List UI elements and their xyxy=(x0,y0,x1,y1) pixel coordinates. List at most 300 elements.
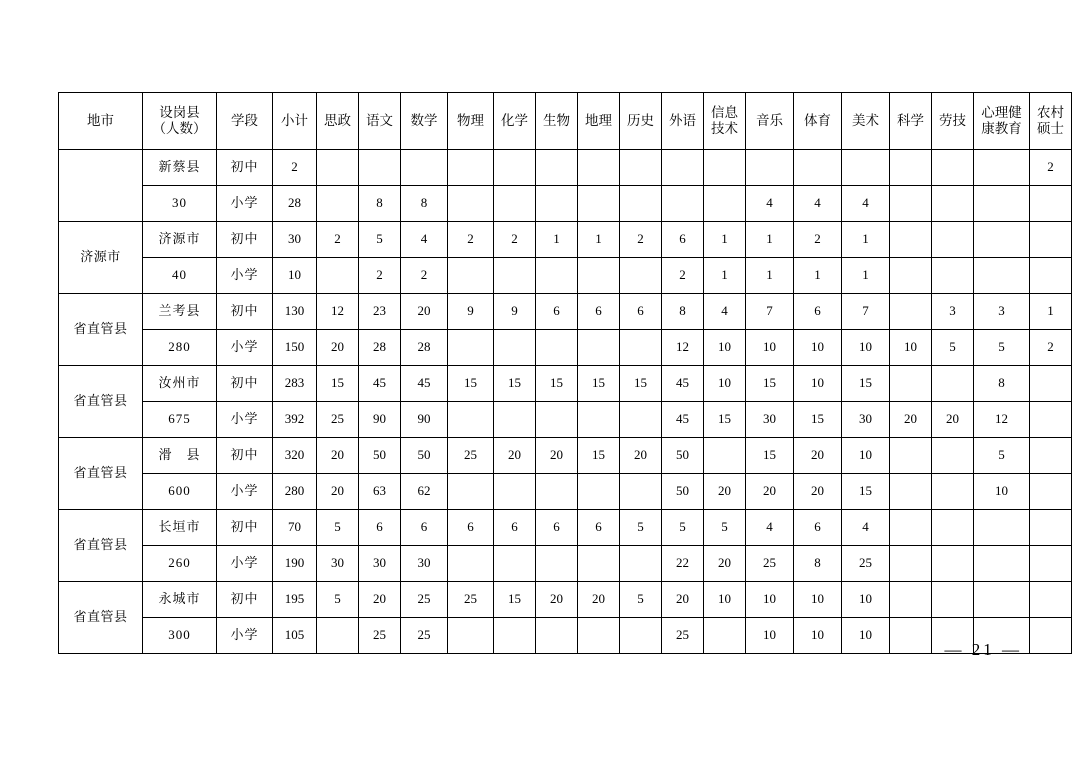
column-header-physical-education: 体育 xyxy=(794,93,842,150)
cell-value xyxy=(974,582,1030,618)
cell-value xyxy=(890,582,932,618)
cell-value: 12 xyxy=(662,330,704,366)
cell-value: 20 xyxy=(704,474,746,510)
cell-county-name: 新蔡县 xyxy=(143,150,217,186)
cell-value: 20 xyxy=(932,402,974,438)
cell-value xyxy=(932,510,974,546)
cell-value: 4 xyxy=(794,186,842,222)
cell-value xyxy=(932,366,974,402)
cell-value: 10 xyxy=(794,618,842,654)
cell-value: 5 xyxy=(974,330,1030,366)
cell-value xyxy=(536,186,578,222)
cell-value: 28 xyxy=(273,186,317,222)
cell-value: 20 xyxy=(794,438,842,474)
cell-value: 9 xyxy=(448,294,494,330)
cell-county-count: 600 xyxy=(143,474,217,510)
cell-value: 2 xyxy=(359,258,401,294)
staffing-table-container xyxy=(58,92,1064,654)
page-footer xyxy=(0,640,1022,660)
cell-value xyxy=(536,150,578,186)
cell-value xyxy=(974,186,1030,222)
cell-value xyxy=(1030,546,1072,582)
cell-value: 15 xyxy=(704,402,746,438)
cell-county-count: 30 xyxy=(143,186,217,222)
cell-value xyxy=(932,582,974,618)
cell-value: 50 xyxy=(359,438,401,474)
cell-stage: 小学 xyxy=(217,402,273,438)
cell-value: 25 xyxy=(317,402,359,438)
cell-value: 4 xyxy=(401,222,448,258)
cell-value: 4 xyxy=(746,186,794,222)
cell-value: 195 xyxy=(273,582,317,618)
cell-stage: 小学 xyxy=(217,258,273,294)
cell-value: 20 xyxy=(662,582,704,618)
cell-value: 20 xyxy=(317,474,359,510)
cell-value xyxy=(1030,258,1072,294)
cell-value xyxy=(494,330,536,366)
cell-value xyxy=(494,150,536,186)
cell-stage: 小学 xyxy=(217,546,273,582)
cell-value: 2 xyxy=(494,222,536,258)
cell-value: 25 xyxy=(401,582,448,618)
cell-value: 10 xyxy=(746,618,794,654)
cell-value xyxy=(890,186,932,222)
cell-value: 2 xyxy=(662,258,704,294)
column-header-rural-master: 农村 硕士 xyxy=(1030,93,1072,150)
cell-value xyxy=(890,438,932,474)
cell-value xyxy=(448,150,494,186)
cell-stage: 小学 xyxy=(217,618,273,654)
cell-county-count: 260 xyxy=(143,546,217,582)
cell-value: 20 xyxy=(536,438,578,474)
cell-value xyxy=(890,546,932,582)
cell-county-name: 兰考县 xyxy=(143,294,217,330)
cell-value: 1 xyxy=(746,222,794,258)
cell-value: 1 xyxy=(746,258,794,294)
cell-value: 30 xyxy=(317,546,359,582)
cell-county-name: 长垣市 xyxy=(143,510,217,546)
cell-value: 28 xyxy=(401,330,448,366)
cell-value xyxy=(317,258,359,294)
cell-value xyxy=(317,150,359,186)
cell-value xyxy=(536,546,578,582)
cell-value: 45 xyxy=(662,402,704,438)
cell-value: 10 xyxy=(974,474,1030,510)
cell-value: 15 xyxy=(536,366,578,402)
cell-value xyxy=(578,402,620,438)
cell-value: 8 xyxy=(359,186,401,222)
cell-value xyxy=(620,330,662,366)
cell-value: 4 xyxy=(704,294,746,330)
cell-value: 10 xyxy=(794,330,842,366)
cell-value xyxy=(448,546,494,582)
cell-value: 20 xyxy=(746,474,794,510)
cell-value: 8 xyxy=(662,294,704,330)
cell-region xyxy=(59,150,143,222)
cell-region: 省直管县 xyxy=(59,582,143,654)
cell-value: 45 xyxy=(662,366,704,402)
cell-value: 6 xyxy=(536,294,578,330)
cell-value: 23 xyxy=(359,294,401,330)
cell-value xyxy=(890,258,932,294)
column-header-information-technology: 信息 技术 xyxy=(704,93,746,150)
cell-value: 30 xyxy=(401,546,448,582)
cell-value xyxy=(932,438,974,474)
cell-county-count: 40 xyxy=(143,258,217,294)
table-header-row xyxy=(59,93,1072,150)
cell-county-name: 汝州市 xyxy=(143,366,217,402)
cell-value: 62 xyxy=(401,474,448,510)
cell-value: 3 xyxy=(974,294,1030,330)
column-header-stage: 学段 xyxy=(217,93,273,150)
cell-value xyxy=(578,474,620,510)
cell-value: 6 xyxy=(794,510,842,546)
cell-value xyxy=(401,150,448,186)
cell-value xyxy=(890,294,932,330)
column-header-labor-tech: 劳技 xyxy=(932,93,974,150)
cell-value: 30 xyxy=(842,402,890,438)
cell-value: 20 xyxy=(704,546,746,582)
cell-value: 392 xyxy=(273,402,317,438)
cell-value: 50 xyxy=(662,438,704,474)
cell-value: 15 xyxy=(317,366,359,402)
cell-value: 150 xyxy=(273,330,317,366)
cell-county-count: 280 xyxy=(143,330,217,366)
cell-value: 6 xyxy=(662,222,704,258)
cell-value: 1 xyxy=(704,222,746,258)
cell-value: 20 xyxy=(317,330,359,366)
cell-value xyxy=(932,222,974,258)
cell-value: 63 xyxy=(359,474,401,510)
cell-value: 7 xyxy=(842,294,890,330)
cell-value xyxy=(842,150,890,186)
cell-value: 2 xyxy=(794,222,842,258)
cell-value: 283 xyxy=(273,366,317,402)
cell-value xyxy=(974,546,1030,582)
cell-value xyxy=(662,186,704,222)
cell-value xyxy=(494,258,536,294)
cell-value xyxy=(620,474,662,510)
cell-value: 10 xyxy=(746,330,794,366)
cell-value: 4 xyxy=(842,186,890,222)
column-header-fine-arts: 美术 xyxy=(842,93,890,150)
cell-value: 25 xyxy=(359,618,401,654)
column-header-politics: 思政 xyxy=(317,93,359,150)
cell-value xyxy=(746,150,794,186)
staffing-table xyxy=(58,92,1072,654)
cell-value xyxy=(662,150,704,186)
cell-value xyxy=(890,474,932,510)
cell-region: 省直管县 xyxy=(59,366,143,438)
cell-value: 9 xyxy=(494,294,536,330)
cell-value: 280 xyxy=(273,474,317,510)
column-header-biology: 生物 xyxy=(536,93,578,150)
cell-value: 22 xyxy=(662,546,704,582)
column-header-music: 音乐 xyxy=(746,93,794,150)
cell-value: 50 xyxy=(401,438,448,474)
column-header-mental-health: 心理健 康教育 xyxy=(974,93,1030,150)
cell-value: 90 xyxy=(401,402,448,438)
cell-value xyxy=(448,186,494,222)
cell-value: 25 xyxy=(746,546,794,582)
cell-value: 2 xyxy=(448,222,494,258)
table-row xyxy=(59,510,1072,546)
cell-value xyxy=(1030,510,1072,546)
column-header-chinese: 语文 xyxy=(359,93,401,150)
cell-value xyxy=(536,258,578,294)
cell-value: 10 xyxy=(704,582,746,618)
cell-value: 25 xyxy=(448,438,494,474)
cell-value: 28 xyxy=(359,330,401,366)
cell-region: 省直管县 xyxy=(59,510,143,582)
cell-value: 6 xyxy=(794,294,842,330)
cell-value: 10 xyxy=(842,618,890,654)
table-row xyxy=(59,402,1072,438)
cell-value xyxy=(317,186,359,222)
cell-value xyxy=(932,258,974,294)
cell-value: 6 xyxy=(359,510,401,546)
cell-value xyxy=(1030,222,1072,258)
cell-stage: 初中 xyxy=(217,150,273,186)
cell-value: 45 xyxy=(359,366,401,402)
cell-value xyxy=(494,402,536,438)
cell-value: 10 xyxy=(842,438,890,474)
cell-value xyxy=(536,474,578,510)
table-row xyxy=(59,258,1072,294)
cell-value xyxy=(890,366,932,402)
cell-value: 4 xyxy=(842,510,890,546)
cell-value xyxy=(974,150,1030,186)
cell-value: 15 xyxy=(842,474,890,510)
cell-value xyxy=(974,510,1030,546)
cell-value: 2 xyxy=(273,150,317,186)
cell-value: 15 xyxy=(746,438,794,474)
cell-value: 15 xyxy=(746,366,794,402)
cell-value xyxy=(620,150,662,186)
cell-value: 10 xyxy=(794,366,842,402)
cell-value: 45 xyxy=(401,366,448,402)
cell-stage: 初中 xyxy=(217,438,273,474)
cell-value: 5 xyxy=(317,582,359,618)
cell-value: 1 xyxy=(536,222,578,258)
cell-county-count: 675 xyxy=(143,402,217,438)
cell-value: 105 xyxy=(273,618,317,654)
cell-value: 5 xyxy=(620,510,662,546)
cell-value xyxy=(1030,402,1072,438)
column-header-chemistry: 化学 xyxy=(494,93,536,150)
cell-value xyxy=(794,150,842,186)
cell-value: 10 xyxy=(273,258,317,294)
cell-value xyxy=(578,258,620,294)
cell-stage: 小学 xyxy=(217,330,273,366)
table-row xyxy=(59,582,1072,618)
cell-value: 1 xyxy=(704,258,746,294)
cell-value xyxy=(448,402,494,438)
cell-value: 7 xyxy=(746,294,794,330)
cell-value xyxy=(1030,618,1072,654)
cell-value xyxy=(578,186,620,222)
table-row xyxy=(59,186,1072,222)
table-row xyxy=(59,222,1072,258)
cell-region: 济源市 xyxy=(59,222,143,294)
table-row xyxy=(59,546,1072,582)
column-header-foreign-language: 外语 xyxy=(662,93,704,150)
cell-value: 10 xyxy=(746,582,794,618)
cell-stage: 初中 xyxy=(217,510,273,546)
cell-value: 5 xyxy=(932,330,974,366)
cell-value: 15 xyxy=(794,402,842,438)
cell-value: 20 xyxy=(890,402,932,438)
table-row xyxy=(59,438,1072,474)
cell-value xyxy=(536,330,578,366)
cell-value xyxy=(890,222,932,258)
cell-value: 20 xyxy=(578,582,620,618)
cell-value xyxy=(932,546,974,582)
cell-value: 1 xyxy=(842,222,890,258)
column-header-history: 历史 xyxy=(620,93,662,150)
cell-value: 5 xyxy=(359,222,401,258)
cell-value: 15 xyxy=(448,366,494,402)
cell-value: 15 xyxy=(842,366,890,402)
cell-value xyxy=(620,258,662,294)
cell-value: 6 xyxy=(578,510,620,546)
cell-value: 5 xyxy=(974,438,1030,474)
cell-stage: 初中 xyxy=(217,366,273,402)
cell-value: 15 xyxy=(494,582,536,618)
cell-stage: 小学 xyxy=(217,186,273,222)
cell-value: 1 xyxy=(578,222,620,258)
table-row xyxy=(59,474,1072,510)
cell-value: 6 xyxy=(494,510,536,546)
cell-county-count: 300 xyxy=(143,618,217,654)
cell-value xyxy=(359,150,401,186)
cell-value: 10 xyxy=(842,330,890,366)
cell-value: 2 xyxy=(1030,330,1072,366)
cell-value: 20 xyxy=(401,294,448,330)
cell-value: 6 xyxy=(448,510,494,546)
table-row xyxy=(59,150,1072,186)
cell-value: 20 xyxy=(620,438,662,474)
cell-value xyxy=(704,186,746,222)
cell-value: 130 xyxy=(273,294,317,330)
cell-value: 6 xyxy=(620,294,662,330)
cell-value: 4 xyxy=(746,510,794,546)
cell-value xyxy=(494,186,536,222)
cell-stage: 初中 xyxy=(217,294,273,330)
cell-value: 30 xyxy=(746,402,794,438)
cell-value: 2 xyxy=(317,222,359,258)
cell-value xyxy=(1030,474,1072,510)
cell-value xyxy=(448,474,494,510)
cell-value: 15 xyxy=(578,366,620,402)
cell-value: 30 xyxy=(273,222,317,258)
column-header-math: 数学 xyxy=(401,93,448,150)
cell-value: 2 xyxy=(620,222,662,258)
cell-value: 10 xyxy=(704,330,746,366)
cell-region: 省直管县 xyxy=(59,294,143,366)
cell-value: 15 xyxy=(620,366,662,402)
cell-value: 190 xyxy=(273,546,317,582)
cell-value: 10 xyxy=(842,582,890,618)
cell-value xyxy=(932,474,974,510)
cell-value xyxy=(620,546,662,582)
cell-value xyxy=(448,258,494,294)
table-body xyxy=(59,150,1072,654)
cell-value: 20 xyxy=(317,438,359,474)
cell-value: 3 xyxy=(932,294,974,330)
cell-value: 70 xyxy=(273,510,317,546)
cell-value: 1 xyxy=(1030,294,1072,330)
cell-value: 6 xyxy=(578,294,620,330)
cell-value xyxy=(974,222,1030,258)
cell-value: 20 xyxy=(794,474,842,510)
cell-region: 省直管县 xyxy=(59,438,143,510)
cell-value: 25 xyxy=(842,546,890,582)
cell-value: 320 xyxy=(273,438,317,474)
cell-value xyxy=(932,186,974,222)
cell-value: 5 xyxy=(620,582,662,618)
cell-value xyxy=(448,330,494,366)
cell-stage: 小学 xyxy=(217,474,273,510)
cell-value: 8 xyxy=(974,366,1030,402)
cell-stage: 初中 xyxy=(217,222,273,258)
cell-value: 5 xyxy=(662,510,704,546)
table-row xyxy=(59,294,1072,330)
cell-stage: 初中 xyxy=(217,582,273,618)
column-header-geography: 地理 xyxy=(578,93,620,150)
cell-value: 10 xyxy=(794,582,842,618)
cell-value: 1 xyxy=(842,258,890,294)
cell-value xyxy=(620,186,662,222)
cell-county-name: 滑 县 xyxy=(143,438,217,474)
cell-value: 1 xyxy=(794,258,842,294)
cell-value xyxy=(578,150,620,186)
column-header-science: 科学 xyxy=(890,93,932,150)
cell-value: 12 xyxy=(974,402,1030,438)
cell-county-name: 济源市 xyxy=(143,222,217,258)
cell-value: 8 xyxy=(401,186,448,222)
cell-value: 15 xyxy=(494,366,536,402)
cell-county-name: 永城市 xyxy=(143,582,217,618)
cell-value: 25 xyxy=(662,618,704,654)
cell-value xyxy=(578,330,620,366)
cell-value xyxy=(1030,186,1072,222)
cell-value xyxy=(536,402,578,438)
cell-value: 20 xyxy=(359,582,401,618)
cell-value xyxy=(704,150,746,186)
cell-value xyxy=(1030,582,1072,618)
cell-value: 20 xyxy=(494,438,536,474)
cell-value: 10 xyxy=(704,366,746,402)
cell-value: 25 xyxy=(401,618,448,654)
cell-value: 2 xyxy=(1030,150,1072,186)
cell-value: 6 xyxy=(536,510,578,546)
cell-value: 5 xyxy=(704,510,746,546)
cell-value xyxy=(1030,438,1072,474)
cell-value: 12 xyxy=(317,294,359,330)
cell-value: 25 xyxy=(448,582,494,618)
table-row xyxy=(59,366,1072,402)
page-number: — 21 — xyxy=(944,640,1022,659)
cell-value: 6 xyxy=(401,510,448,546)
cell-value: 30 xyxy=(359,546,401,582)
cell-value: 90 xyxy=(359,402,401,438)
table-row xyxy=(59,330,1072,366)
column-header-physics: 物理 xyxy=(448,93,494,150)
cell-value xyxy=(494,546,536,582)
cell-value: 8 xyxy=(794,546,842,582)
cell-value: 15 xyxy=(578,438,620,474)
